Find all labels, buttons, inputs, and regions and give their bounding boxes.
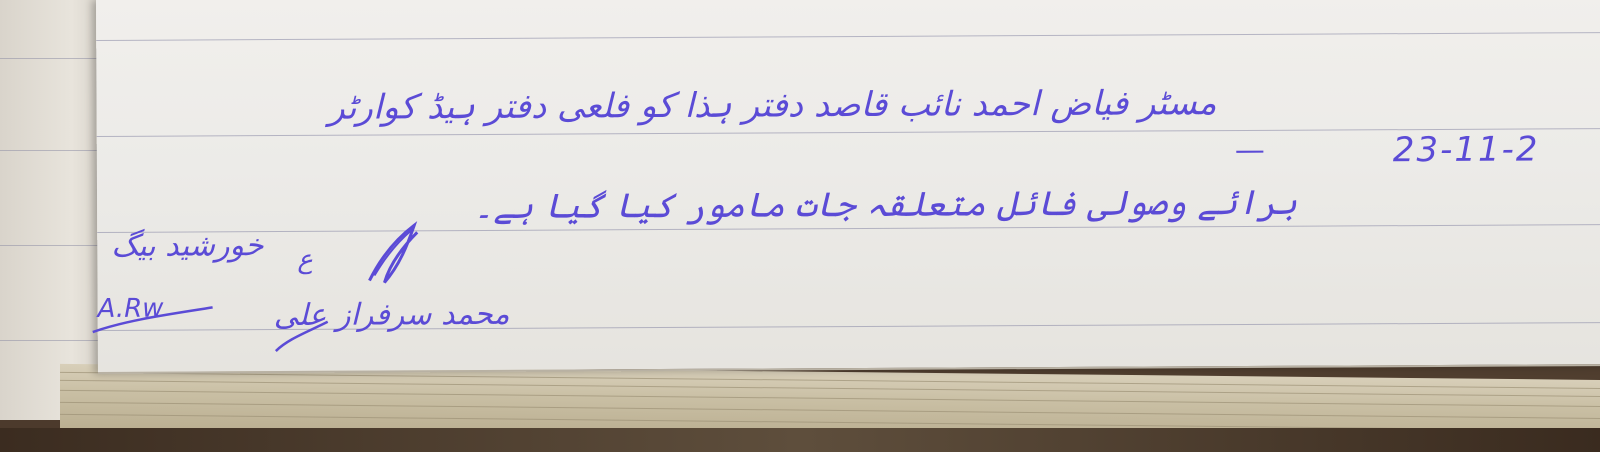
entry-line-2: برائے وصولی فائل متعلقہ جات مامور کیا گیا ہے۔ bbox=[473, 182, 1298, 228]
scribble-signature bbox=[359, 220, 429, 290]
table-surface bbox=[0, 428, 1600, 452]
middle-mark: ع bbox=[297, 244, 313, 275]
rule-line bbox=[96, 32, 1600, 41]
rule-line bbox=[97, 224, 1600, 233]
right-signature-hook bbox=[268, 317, 338, 357]
left-signature-name: خورشید بیگ bbox=[111, 228, 264, 264]
notebook-page bbox=[96, 0, 1600, 374]
entry-date: 23-11-2 bbox=[1392, 129, 1540, 171]
page-edge-line bbox=[60, 380, 1600, 397]
dash-separator: — bbox=[1234, 132, 1265, 169]
entry-line-1: مسٹر فیاض احمد نائب قاصد دفتر ہذا کو فلعی دفتر ہیڈ کوارٹر bbox=[328, 83, 1217, 128]
left-signature-initials: A.Rw bbox=[97, 293, 164, 324]
page-edge-line bbox=[60, 372, 1600, 389]
right-signature-name: محمد سرفراز علی bbox=[273, 296, 510, 334]
left-signature-flourish bbox=[88, 289, 228, 340]
rule-line bbox=[97, 128, 1600, 137]
